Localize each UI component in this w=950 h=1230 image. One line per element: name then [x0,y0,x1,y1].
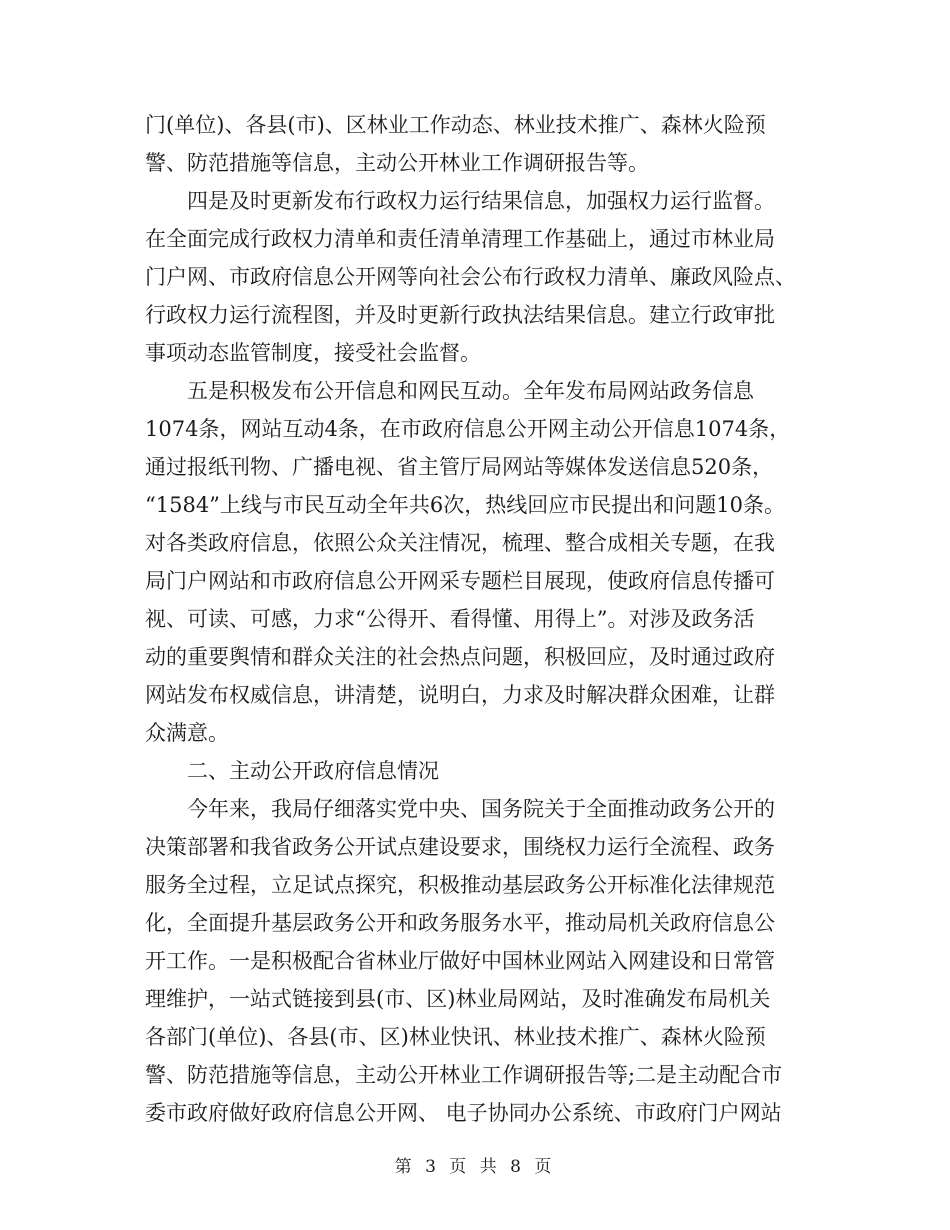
text-line: 五是积极发布公开信息和网民互动。全年发布局网站政务信息 [187,379,754,403]
text-line: 门(单位)、各县(市)、区林业工作动态、林业技术推广、森林火险预 [145,113,766,137]
text-line: 二、主动公开政府信息情况 [187,759,439,783]
text-line: 理维护，一站式链接到县(市、区)林业局网站，及时准确发布局机关 [145,987,771,1011]
text-line: 众满意。 [145,721,229,745]
text-line: 事项动态监管制度，接受社会监督。 [145,341,481,365]
text-line: 视、可读、可感，力求“公得开、看得懂、用得上”。对涉及政务活 [145,607,755,631]
text-line: 行政权力运行流程图，并及时更新行政执法结果信息。建立行政审批 [145,303,775,327]
text-line: 对各类政府信息，依照公众关注情况，梳理、整合成相关专题，在我 [145,531,775,555]
text-line: 动的重要舆情和群众关注的社会热点问题，积极回应，及时通过政府 [145,645,775,669]
text-line: 决策部署和我省政务公开试点建设要求，围绕权力运行全流程、政务 [145,835,775,859]
text-line: 通过报纸刊物、广播电视、省主管厅局网站等媒体发送信息520条， [145,455,774,479]
page-footer: 第 3 页 共 8 页 [394,1157,556,1177]
text-line: 化，全面提升基层政务公开和政务服务水平，推动局机关政府信息公 [145,911,775,935]
text-line: 委市政府做好政府信息公开网、 电子协同办公系统、市政府门户网站 [145,1101,782,1125]
text-line: 网站发布权威信息，讲清楚，说明白，力求及时解决群众困难，让群 [145,683,775,707]
text-line: 门户网、市政府信息公开网等向社会公布行政权力清单、廉政风险点、 [145,265,796,289]
text-line: 局门户网站和市政府信息公开网采专题栏目展现，使政府信息传播可 [145,569,775,593]
text-line: 警、防范措施等信息，主动公开林业工作调研报告等;二是主动配合市 [145,1063,783,1087]
text-line: 今年来，我局仔细落实党中央、国务院关于全面推动政务公开的 [187,797,775,821]
text-line: 开工作。一是积极配合省林业厅做好中国林业网站入网建设和日常管 [145,949,775,973]
text-line: 1074条，网站互动4条，在市政府信息公开网主动公开信息1074条， [145,417,791,441]
text-line: “1584”上线与市民互动全年共6次，热线回应市民提出和问题10条。 [145,493,785,517]
body-text [145,106,810,1132]
text-line: 警、防范措施等信息，主动公开林业工作调研报告等。 [145,151,649,175]
text-line: 四是及时更新发布行政权力运行结果信息，加强权力运行监督。 [187,189,775,213]
text-line: 各部门(单位)、各县(市、区)林业快讯、林业技术推广、森林火险预 [145,1025,766,1049]
text-line: 服务全过程，立足试点探究，积极推动基层政务公开标准化法律规范 [145,873,775,897]
text-line: 在全面完成行政权力清单和责任清单清理工作基础上，通过市林业局 [145,227,775,251]
